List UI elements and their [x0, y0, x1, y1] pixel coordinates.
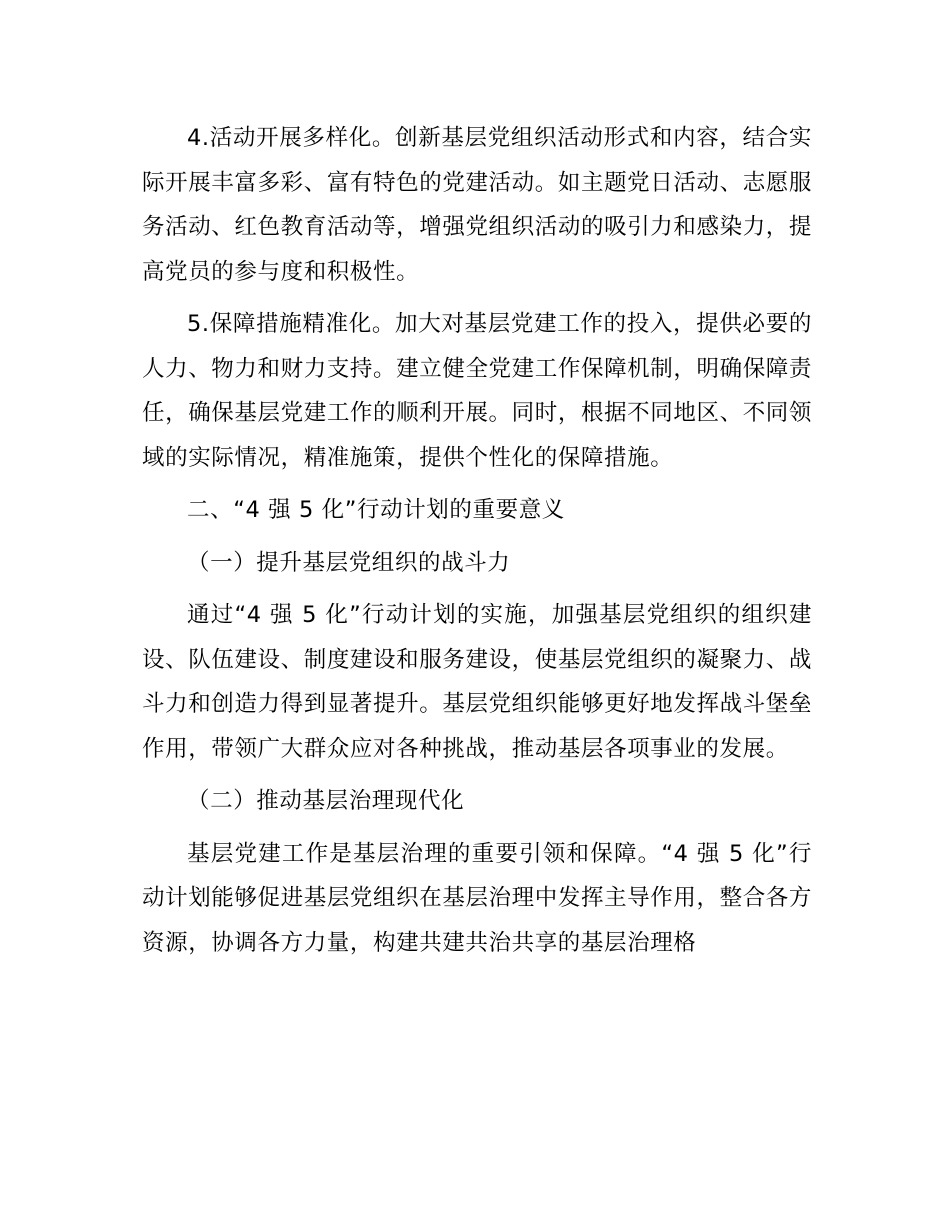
subheading-combat-capability: （一）提升基层党组织的战斗力	[187, 549, 511, 576]
section-heading-significance: 二、“4 强 5 化”行动计划的重要意义	[187, 497, 565, 523]
paragraph-combat-capability: 通过“4 强 5 化”行动计划的实施，加强基层党组织的组织建设、队伍建设、制度建设和服务建设，使基层党组织的凝聚力、战斗力和创造力得到显著提升。基层党组织能够更好地发挥战斗堡垒作用，带领广大群众应对各种挑战，推动基层各项事业的发展。	[142, 602, 812, 762]
paragraph-governance-modernization: 基层党建工作是基层治理的重要引领和保障。“4 强 5 化”行动计划能够促进基层党组织在基层治理中发挥主导作用，整合各方资源，协调各方力量，构建共建共治共享的基层治理格	[142, 840, 812, 956]
subheading-governance-modernization: （二）推动基层治理现代化	[187, 788, 465, 814]
paragraph-activity-diversification: 4.活动开展多样化。创新基层党组织活动形式和内容，结合实际开展丰富多彩、富有特色的党建活动。如主题党日活动、志愿服务活动、红色教育活动等，增强党组织活动的吸引力和感染力，提高党员的参与度和积极性。	[142, 125, 812, 285]
document-body	[142, 116, 812, 973]
paragraph-support-measures: 5.保障措施精准化。加大对基层党建工作的投入，提供必要的人力、物力和财力支持。建立健全党建工作保障机制，明确保障责任，确保基层党建工作的顺利开展。同时，根据不同地区、不同领域的实际情况，精准施策，提供个性化的保障措施。	[142, 311, 812, 471]
